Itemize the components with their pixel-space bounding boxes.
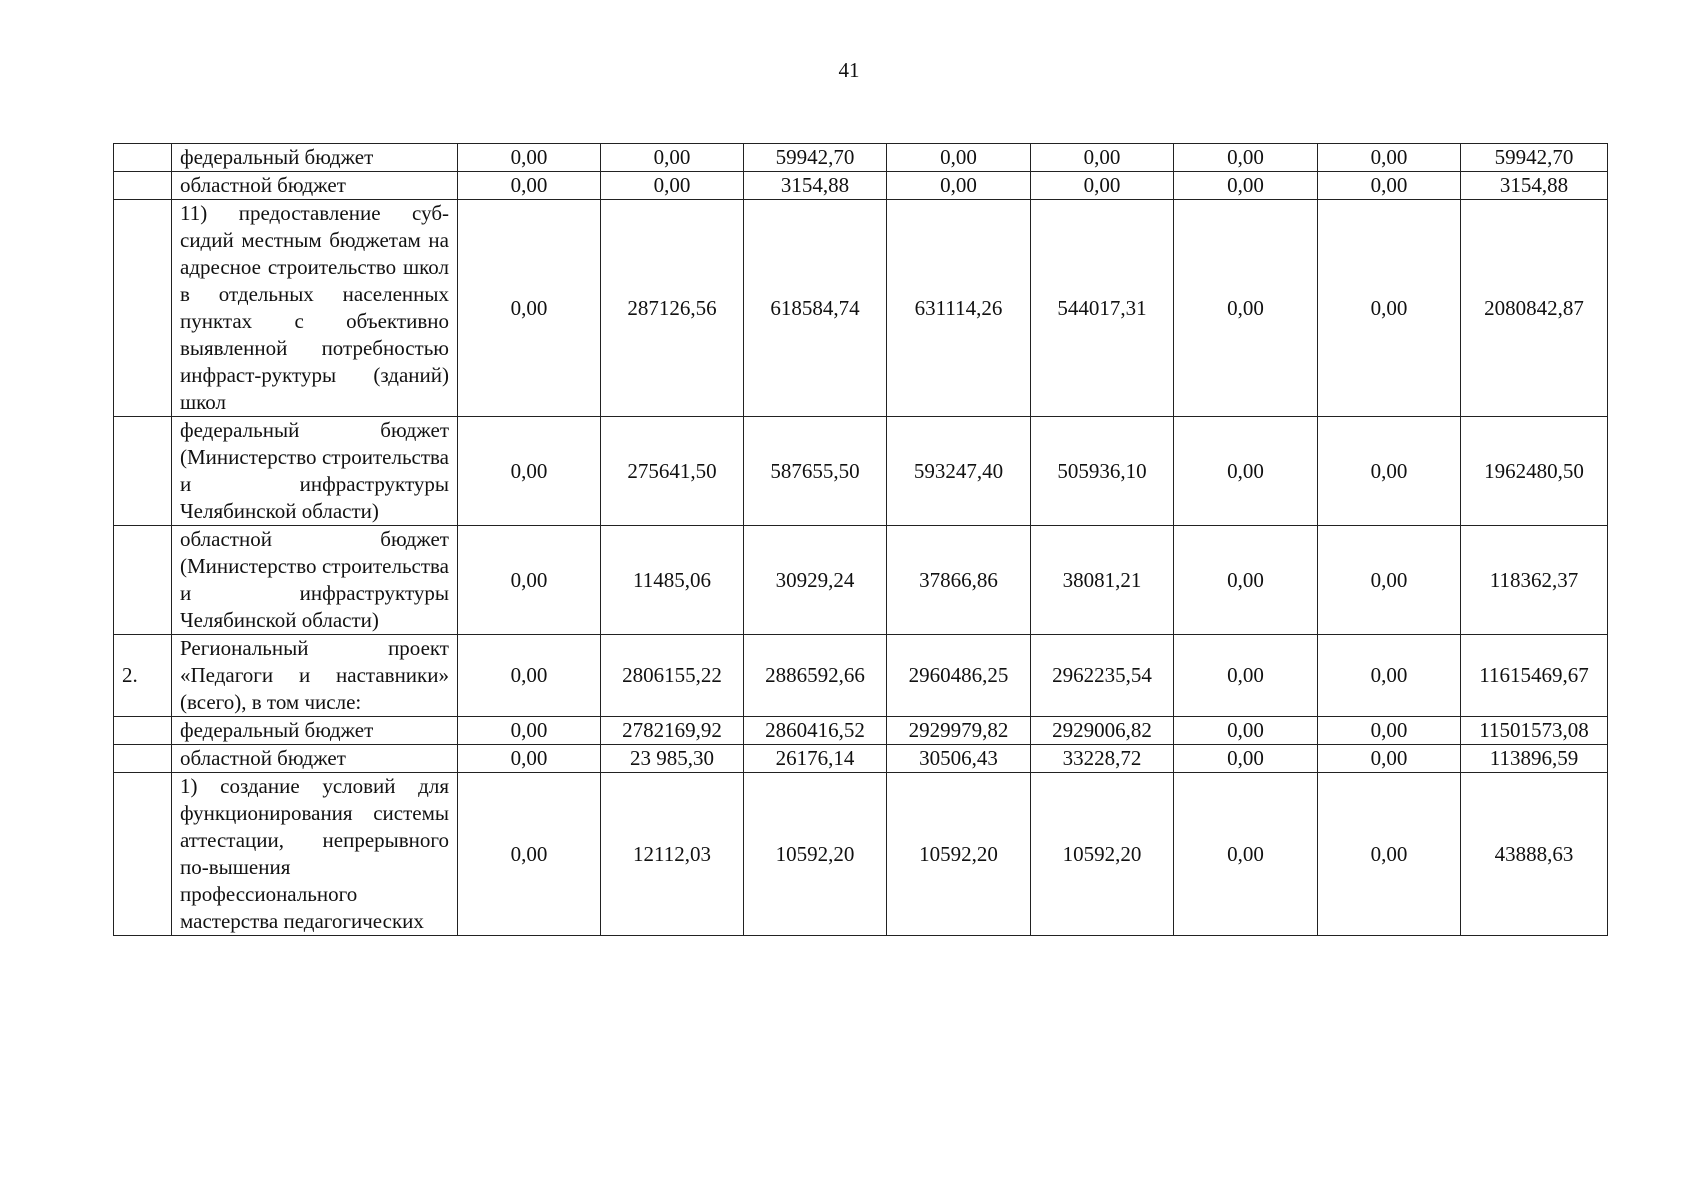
value-cell: 0,00 xyxy=(1174,144,1318,172)
value-cell: 0,00 xyxy=(1318,144,1461,172)
value-cell: 0,00 xyxy=(1318,773,1461,936)
value-cell: 0,00 xyxy=(1318,526,1461,635)
row-number xyxy=(114,417,172,526)
value-cell: 10592,20 xyxy=(887,773,1031,936)
value-cell: 0,00 xyxy=(1174,200,1318,417)
row-number xyxy=(114,200,172,417)
value-cell: 11485,06 xyxy=(601,526,744,635)
value-cell: 38081,21 xyxy=(1031,526,1174,635)
value-cell: 0,00 xyxy=(887,144,1031,172)
value-cell: 0,00 xyxy=(1174,172,1318,200)
table-row xyxy=(114,635,1608,717)
value-cell: 10592,20 xyxy=(1031,773,1174,936)
value-cell: 10592,20 xyxy=(744,773,887,936)
total-cell: 43888,63 xyxy=(1461,773,1608,936)
total-cell: 113896,59 xyxy=(1461,745,1608,773)
row-number xyxy=(114,745,172,773)
row-number: 2. xyxy=(114,635,172,717)
value-cell: 0,00 xyxy=(1031,144,1174,172)
table-row xyxy=(114,417,1608,526)
value-cell: 2806155,22 xyxy=(601,635,744,717)
table-row xyxy=(114,526,1608,635)
value-cell: 23 985,30 xyxy=(601,745,744,773)
value-cell: 2782169,92 xyxy=(601,717,744,745)
value-cell: 0,00 xyxy=(1318,717,1461,745)
value-cell: 0,00 xyxy=(458,745,601,773)
table-row xyxy=(114,773,1608,936)
budget-table xyxy=(113,143,1608,936)
row-number xyxy=(114,717,172,745)
value-cell: 287126,56 xyxy=(601,200,744,417)
table-row xyxy=(114,717,1608,745)
value-cell: 0,00 xyxy=(1174,635,1318,717)
value-cell: 2929006,82 xyxy=(1031,717,1174,745)
value-cell: 618584,74 xyxy=(744,200,887,417)
total-cell: 118362,37 xyxy=(1461,526,1608,635)
value-cell: 0,00 xyxy=(1318,417,1461,526)
value-cell: 3154,88 xyxy=(744,172,887,200)
value-cell: 0,00 xyxy=(458,172,601,200)
row-number xyxy=(114,172,172,200)
value-cell: 0,00 xyxy=(458,144,601,172)
value-cell: 0,00 xyxy=(458,526,601,635)
value-cell: 12112,03 xyxy=(601,773,744,936)
value-cell: 0,00 xyxy=(1318,745,1461,773)
value-cell: 37866,86 xyxy=(887,526,1031,635)
value-cell: 0,00 xyxy=(1174,745,1318,773)
value-cell: 0,00 xyxy=(1318,172,1461,200)
value-cell: 0,00 xyxy=(601,172,744,200)
value-cell: 275641,50 xyxy=(601,417,744,526)
row-name: областной бюджет (Министерство строительства и инфраструктуры Челябинской области) xyxy=(172,526,458,635)
total-cell: 3154,88 xyxy=(1461,172,1608,200)
row-name: 11) предоставление суб-сидий местным бюджетам на адресное строительство школ в отдельных населенных пунктах с объективно выявленной потребностью инфраст-руктуры (зданий) школ xyxy=(172,200,458,417)
value-cell: 0,00 xyxy=(1318,200,1461,417)
value-cell: 0,00 xyxy=(458,417,601,526)
total-cell: 11615469,67 xyxy=(1461,635,1608,717)
value-cell: 0,00 xyxy=(1174,773,1318,936)
value-cell: 33228,72 xyxy=(1031,745,1174,773)
value-cell: 2860416,52 xyxy=(744,717,887,745)
row-name: федеральный бюджет (Министерство строительства и инфраструктуры Челябинской области) xyxy=(172,417,458,526)
value-cell: 2960486,25 xyxy=(887,635,1031,717)
value-cell: 0,00 xyxy=(1031,172,1174,200)
value-cell: 587655,50 xyxy=(744,417,887,526)
value-cell: 0,00 xyxy=(458,635,601,717)
total-cell: 2080842,87 xyxy=(1461,200,1608,417)
total-cell: 11501573,08 xyxy=(1461,717,1608,745)
value-cell: 30506,43 xyxy=(887,745,1031,773)
value-cell: 2886592,66 xyxy=(744,635,887,717)
total-cell: 1962480,50 xyxy=(1461,417,1608,526)
value-cell: 0,00 xyxy=(601,144,744,172)
value-cell: 593247,40 xyxy=(887,417,1031,526)
value-cell: 0,00 xyxy=(458,200,601,417)
page-number: 41 xyxy=(838,58,860,82)
row-name: Региональный проект «Педагоги и наставники» (всего), в том числе: xyxy=(172,635,458,717)
table-row xyxy=(114,745,1608,773)
value-cell: 2962235,54 xyxy=(1031,635,1174,717)
value-cell: 59942,70 xyxy=(744,144,887,172)
value-cell: 0,00 xyxy=(887,172,1031,200)
table-row xyxy=(114,200,1608,417)
value-cell: 0,00 xyxy=(1174,717,1318,745)
row-name: 1) создание условий для функционирования системы аттестации, непрерывного по-вышения профессионального мастерства педагогических xyxy=(172,773,458,936)
total-cell: 59942,70 xyxy=(1461,144,1608,172)
value-cell: 0,00 xyxy=(458,717,601,745)
value-cell: 544017,31 xyxy=(1031,200,1174,417)
row-name: федеральный бюджет xyxy=(172,717,458,745)
table-row xyxy=(114,144,1608,172)
value-cell: 30929,24 xyxy=(744,526,887,635)
row-number xyxy=(114,526,172,635)
row-name: областной бюджет xyxy=(172,172,458,200)
value-cell: 0,00 xyxy=(1318,635,1461,717)
value-cell: 26176,14 xyxy=(744,745,887,773)
value-cell: 0,00 xyxy=(1174,417,1318,526)
row-number xyxy=(114,773,172,936)
row-number xyxy=(114,144,172,172)
value-cell: 505936,10 xyxy=(1031,417,1174,526)
row-name: областной бюджет xyxy=(172,745,458,773)
table-row xyxy=(114,172,1608,200)
value-cell: 631114,26 xyxy=(887,200,1031,417)
value-cell: 0,00 xyxy=(458,773,601,936)
value-cell: 2929979,82 xyxy=(887,717,1031,745)
row-name: федеральный бюджет xyxy=(172,144,458,172)
value-cell: 0,00 xyxy=(1174,526,1318,635)
